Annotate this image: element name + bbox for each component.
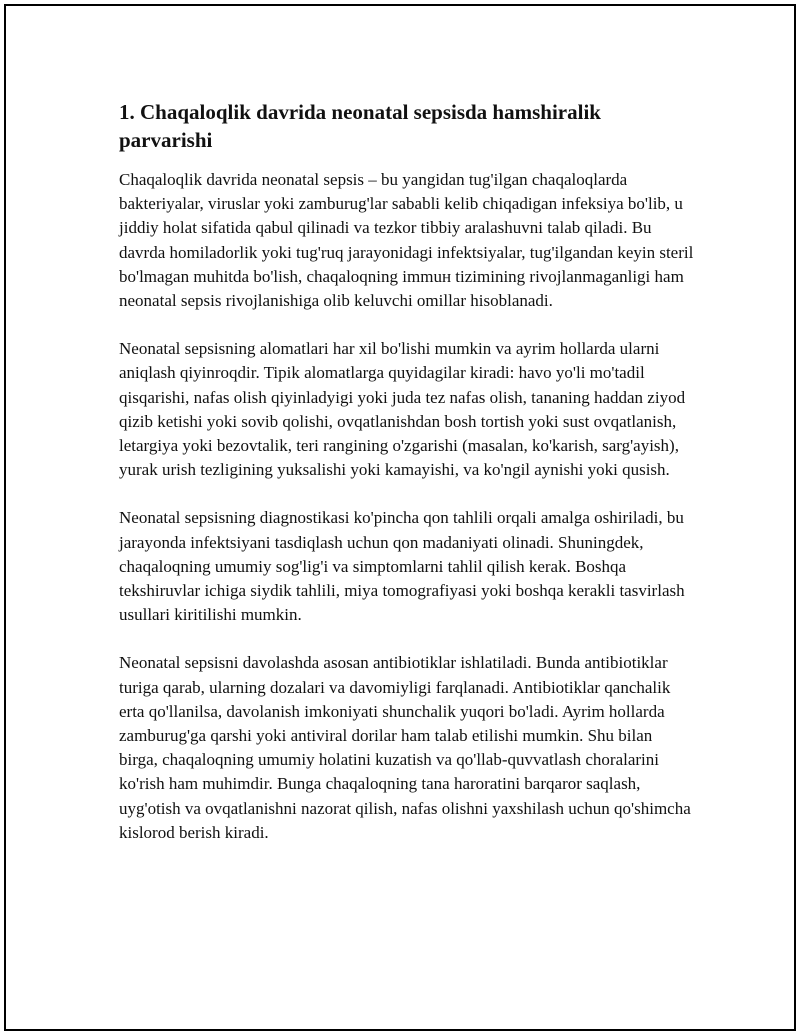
paragraph-symptoms: Neonatal sepsisning alomatlari har xil bo'lishi mumkin va ayrim hollarda ularni aniqlash qiyinroqdir. Tipik alomatlarga quyidagilar kiradi: havo yo'li mo'tadil qisqarishi, nafas olish qiyinladyigi yoki juda tez nafas olish, tananing haddan ziyod qizib ketishi yoki sovib qolishi, ovqatlanishdan bosh tortish yoki sust ovqatlanish, letargiya yoki bezovtalik, teri rangining o'zgarishi (masalan, ko'karish, sarg'ayish), yurak urish tezligining yuksalishi yoki kamayishi, va ko'ngil aynishi yoki qusish. — [119, 339, 686, 480]
paragraph-treatment: Neonatal sepsisni davolashda asosan antibiotiklar ishlatiladi. Bunda antibiotiklar turiga qarab, ularning dozalari va davomiyligi farqlanadi. Antibiotiklar qanchalik erta qo'llanilsa, davolanish imkoniyati shunchalik yuqori bo'ladi. Ayrim hollarda zamburug'ga qarshi yoki antiviral dorilar ham talab etilishi mumkin. Shu bilan birga, chaqaloqning umumiy holatini kuzatish va qo'llab-quvvatlash choralarini ko'rish ham muhimdir. Bunga chaqaloqning tana haroratini barqaror saqlash, uyg'otish va ovqatlanishni nazorat qilish, nafas olishni yaxshilash uchun qo'shimcha kislorod berish kiradi. — [119, 653, 691, 842]
document-title: 1. Chaqaloqlik davrida neonatal sepsisda hamshiralik parvarishi — [119, 100, 601, 152]
document-body — [119, 98, 694, 869]
paragraph-diagnostics: Neonatal sepsisning diagnostikasi ko'pincha qon tahlili orqali amalga oshiriladi, bu jarayonda infektsiyani tasdiqlash uchun qon madaniyati olinadi. Shuningdek, chaqaloqning umumiy sog'lig'i va simptomlarni tahlil qilish kerak. Boshqa tekshiruvlar ichiga siydik tahlili, miya tomografiyasi yoki boshqa kerakli tasvirlash usullari kiritilishi mumkin. — [119, 508, 685, 625]
paragraph-definition: Chaqaloqlik davrida neonatal sepsis – bu yangidan tug'ilgan chaqaloqlarda bakteriyalar, viruslar yoki zamburug'lar sababli kelib chiqadigan infeksiya bo'lib, u jiddiy holat sifatida qabul qilinadi va tezkor tibbiy aralashuvni talab qiladi. Bu davrda homiladorlik yoki tug'ruq jarayonidagi infektsiyalar, tug'ilgandan keyin steril bo'lmagan muhitda bo'lish, chaqaloqning immuн tizimining rivojlanmaganligi ham neonatal sepsis rivojlanishiga olib keluvchi omillar hisoblanadi. — [119, 170, 694, 311]
page-border — [4, 4, 796, 1031]
